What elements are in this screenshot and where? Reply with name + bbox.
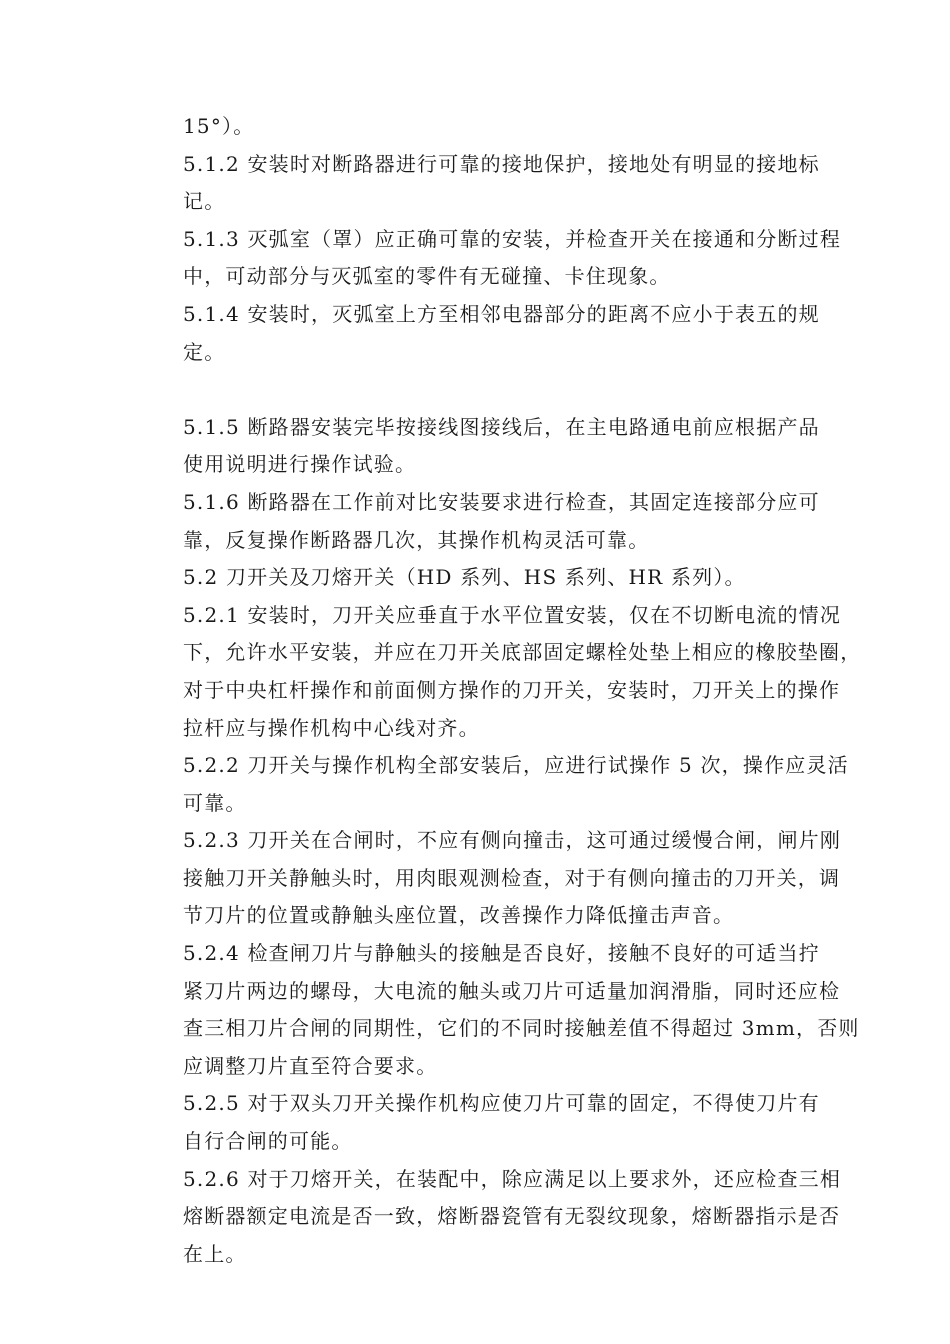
text-line: 5.1.3 灭弧室（罩）应正确可靠的安装，并检查开关在接通和分断过程 bbox=[183, 226, 842, 251]
text-line: 中，可动部分与灭弧室的零件有无碰撞、卡住现象。 bbox=[183, 264, 671, 289]
text-line: 下，允许水平安装，并应在刀开关底部固定螺栓处垫上相应的橡胶垫圈， bbox=[183, 640, 862, 665]
text-line: 5.2.2 刀开关与操作机构全部安装后，应进行试操作 5 次，操作应灵活 bbox=[183, 753, 849, 778]
text-line: 拉杆应与操作机构中心线对齐。 bbox=[183, 715, 480, 740]
text-line: 5.1.4 安装时，灭弧室上方至相邻电器部分的距离不应小于表五的规 bbox=[183, 301, 820, 326]
text-line: 5.2.6 对于刀熔开关，在装配中，除应满足以上要求外，还应检查三相 bbox=[183, 1166, 842, 1191]
text-line: 5.1.6 断路器在工作前对比安装要求进行检查，其固定连接部分应可 bbox=[183, 489, 820, 514]
text-line: 可靠。 bbox=[183, 790, 247, 815]
text-line: 节刀片的位置或静触头座位置，改善操作力降低撞击声音。 bbox=[183, 903, 735, 928]
section-heading: 5.2 刀开关及刀熔开关（HD 系列、HS 系列、HR 系列）。 bbox=[183, 565, 746, 590]
body-text bbox=[183, 108, 873, 1273]
text-line: 5.1.2 安装时对断路器进行可靠的接地保护，接地处有明显的接地标 bbox=[183, 151, 820, 176]
text-line: 熔断器额定电流是否一致，熔断器瓷管有无裂纹现象，熔断器指示是否 bbox=[183, 1204, 841, 1229]
text-line: 使用说明进行操作试验。 bbox=[183, 452, 417, 477]
text-line: 记。 bbox=[183, 189, 226, 214]
text-line: 5.2.4 检查闸刀片与静触头的接触是否良好，接触不良好的可适当拧 bbox=[183, 941, 820, 966]
text-line: 接触刀开关静触头时，用肉眼观测检查，对于有侧向撞击的刀开关，调 bbox=[183, 865, 841, 890]
text-line: 应调整刀片直至符合要求。 bbox=[183, 1053, 438, 1078]
text-line: 靠，反复操作断路器几次，其操作机构灵活可靠。 bbox=[183, 527, 650, 552]
blank-line bbox=[183, 371, 873, 409]
text-line: 5.2.1 安装时，刀开关应垂直于水平位置安装，仅在不切断电流的情况 bbox=[183, 602, 842, 627]
text-line: 定。 bbox=[183, 339, 226, 364]
text-line: 自行合闸的可能。 bbox=[183, 1129, 353, 1154]
text-line: 5.1.5 断路器安装完毕按接线图接线后，在主电路通电前应根据产品 bbox=[183, 414, 820, 439]
text-line: 对于中央杠杆操作和前面侧方操作的刀开关，安装时，刀开关上的操作 bbox=[183, 677, 841, 702]
text-line: 查三相刀片合闸的同期性，它们的不同时接触差值不得超过 3mm，否则 bbox=[183, 1016, 860, 1041]
text-line: 15°）。 bbox=[183, 114, 255, 138]
text-line: 紧刀片两边的螺母，大电流的触头或刀片可适量加润滑脂，同时还应检 bbox=[183, 978, 841, 1003]
text-line: 5.2.3 刀开关在合闸时，不应有侧向撞击，这可通过缓慢合闸，闸片刚 bbox=[183, 828, 842, 853]
text-line: 5.2.5 对于双头刀开关操作机构应使刀片可靠的固定，不得使刀片有 bbox=[183, 1091, 820, 1116]
text-line: 在上。 bbox=[183, 1241, 247, 1266]
